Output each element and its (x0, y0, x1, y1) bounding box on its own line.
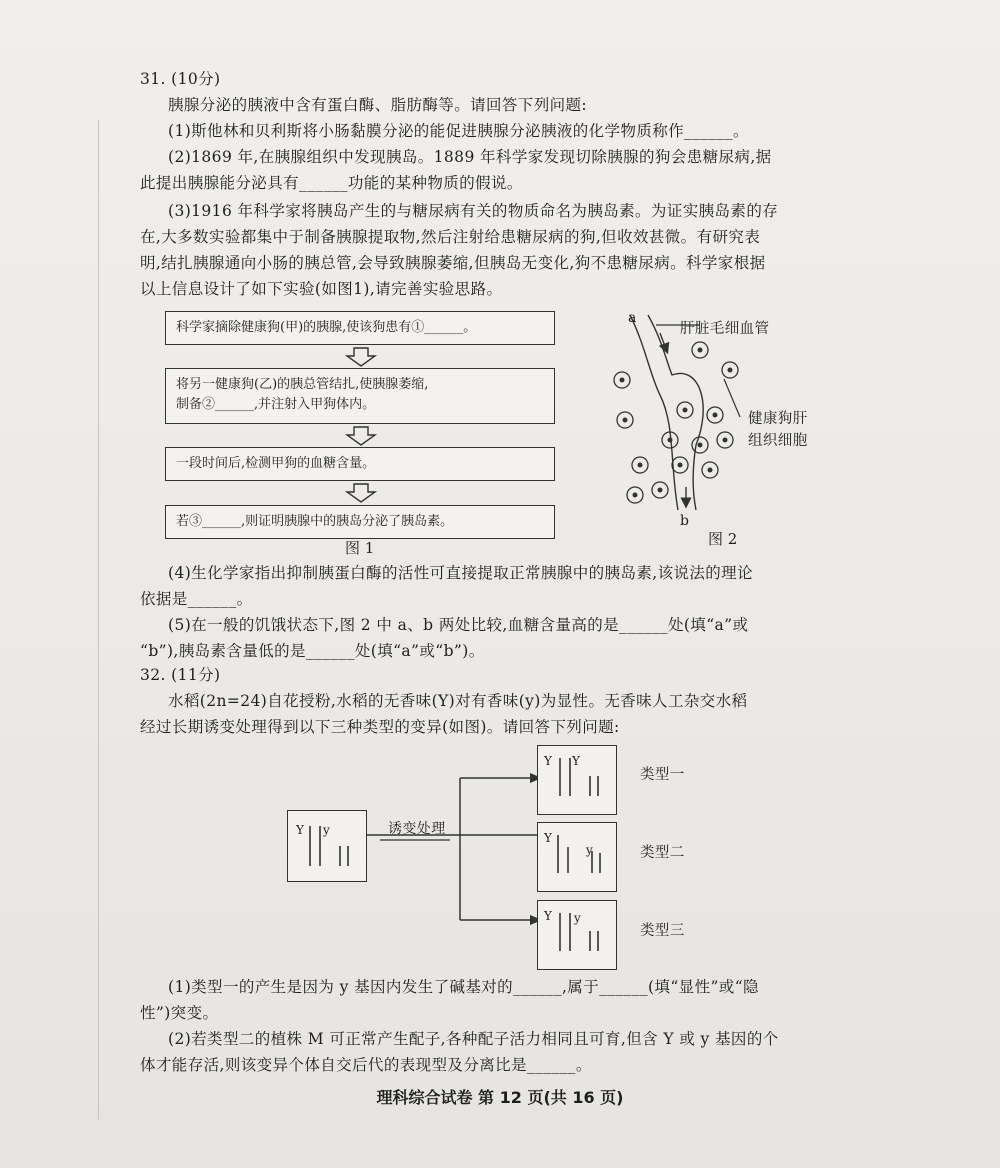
q31-part2-line2: 此提出胰腺能分泌具有______功能的某种物质的假说。 (140, 174, 523, 192)
q31-part5-line2: “b”),胰岛素含量低的是______处(填“a”或“b”)。 (140, 642, 485, 660)
q31-intro: 胰腺分泌的胰液中含有蛋白酶、脂肪酶等。请回答下列问题: (168, 96, 588, 114)
q31-part5-line1: (5)在一般的饥饿状态下,图 2 中 a、b 两处比较,血糖含量高的是______处(填“a”或 (168, 616, 749, 634)
fig2-label-a: a (628, 310, 637, 326)
figure-1-caption: 图 1 (345, 539, 375, 557)
fig2-label-b: b (680, 513, 690, 529)
q31-part1: (1)斯他林和贝利斯将小肠黏膜分泌的能促进胰腺分泌胰液的化学物质称作______。 (168, 122, 749, 140)
q32-part2-line2: 体才能存活,则该变异个体自交后代的表现型及分离比是______。 (140, 1056, 592, 1074)
type3-gene-Y: Y (544, 909, 553, 923)
original-gene-y: y (323, 823, 331, 837)
type2-box (537, 822, 617, 892)
type1-box (537, 745, 617, 815)
fig2-label-cell-2: 组织细胞 (748, 433, 808, 449)
q31-part3-line4: 以上信息设计了如下实验(如图1),请完善实验思路。 (140, 280, 503, 298)
q32-intro-line2: 经过长期诱变处理得到以下三种类型的变异(如图)。请回答下列问题: (140, 718, 620, 736)
page-footer: 理科综合试卷 第 12 页(共 16 页) (376, 1088, 624, 1107)
flow-step-2 (165, 368, 555, 424)
original-gene-Y: Y (296, 823, 305, 837)
flow-step-4 (165, 505, 555, 539)
fig2-label-capillary: 肝脏毛细血管 (680, 321, 770, 337)
flow-step-1 (165, 311, 555, 345)
binding-line (98, 120, 99, 1120)
flow-step-2-text-a: 将另一健康狗(乙)的胰总管结扎,使胰腺萎缩, (176, 377, 429, 392)
fig2-label-cell-1: 健康狗肝 (748, 411, 808, 427)
q31-part3-line3: 明,结扎胰腺通向小肠的胰总管,会导致胰腺萎缩,但胰岛无变化,狗不患糖尿病。科学家根据 (140, 254, 766, 272)
q32-part2-line1: (2)若类型二的植株 M 可正常产生配子,各种配子活力相同且可育,但含 Y 或 y 基因的个 (168, 1030, 779, 1048)
q31-part4-line1: (4)生化学家指出抑制胰蛋白酶的活性可直接提取正常胰腺中的胰岛素,该说法的理论 (168, 564, 753, 582)
type1-gene-Y2: Y (572, 754, 581, 768)
flow-step-3 (165, 447, 555, 481)
q31-heading: 31. (10分) (140, 70, 221, 88)
figure-2-caption: 图 2 (708, 530, 738, 548)
type1-label: 类型一 (640, 767, 685, 783)
type2-gene-y: y (586, 843, 594, 857)
mutagenesis-label: 诱变处理 (388, 821, 446, 837)
flow-arrow-1 (345, 347, 377, 367)
type2-gene-Y: Y (544, 831, 553, 845)
type3-gene-y: y (574, 911, 582, 925)
original-genotype-box (287, 810, 367, 882)
flow-step-2-text-b: 制备②______,并注射入甲狗体内。 (176, 397, 376, 412)
q32-part1-line2: 性”)突变。 (140, 1004, 219, 1022)
type1-gene-Y1: Y (544, 754, 553, 768)
q32-part1-line1: (1)类型一的产生是因为 y 基因内发生了碱基对的______,属于______(填“显性”或“隐 (168, 978, 759, 996)
flow-step-1-text: 科学家摘除健康狗(甲)的胰腺,使该狗患有①______。 (176, 320, 477, 335)
type3-label: 类型三 (640, 923, 685, 939)
type2-label: 类型二 (640, 845, 685, 861)
flow-step-3-text: 一段时间后,检测甲狗的血糖含量。 (176, 456, 376, 471)
q31-part3-line1: (3)1916 年科学家将胰岛产生的与糖尿病有关的物质命名为胰岛素。为证实胰岛素的存 (168, 202, 779, 220)
flow-arrow-3 (345, 483, 377, 503)
q31-part4-line2: 依据是______。 (140, 590, 253, 608)
q32-heading: 32. (11分) (140, 666, 221, 684)
q32-intro-line1: 水稻(2n=24)自花授粉,水稻的无香味(Y)对有香味(y)为显性。无香味人工杂交水稻 (168, 692, 748, 710)
flow-step-4-text: 若③______,则证明胰腺中的胰岛分泌了胰岛素。 (176, 514, 454, 529)
q31-part2-line1: (2)1869 年,在胰腺组织中发现胰岛。1889 年科学家发现切除胰腺的狗会患糖尿病,据 (168, 148, 772, 166)
type3-box (537, 900, 617, 970)
q31-part3-line2: 在,大多数实验都集中于制备胰腺提取物,然后注射给患糖尿病的狗,但收效甚微。有研究表 (140, 228, 761, 246)
flow-arrow-2 (345, 426, 377, 446)
